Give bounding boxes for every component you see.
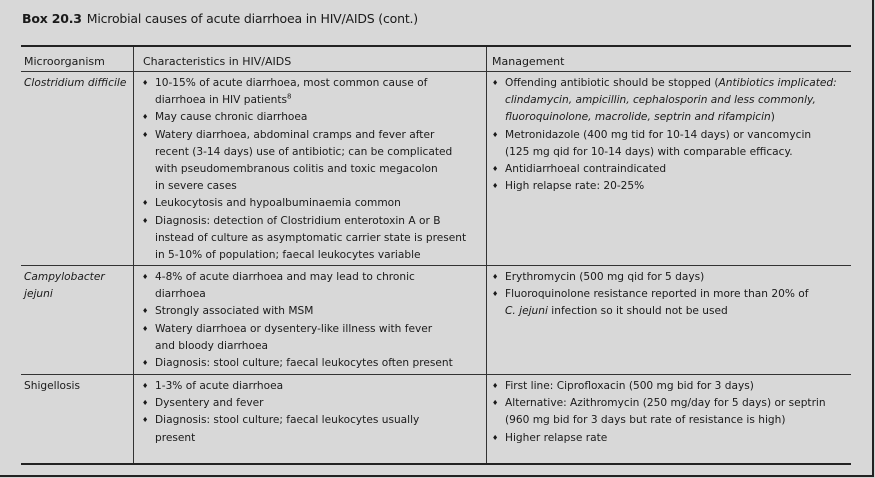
- list-item: ♦ Offending antibiotic should be stopped (Antibiotics implicated: clindamycin, ampicillin, cephalosporin and less commonly, fluoroquinolone, macrolide, septrin and rifampicin): [491, 75, 851, 127]
- box-title-text: Microbial causes of acute diarrhoea in HIV/AIDS (cont.): [86, 11, 418, 26]
- characteristics-campylobacter: [141, 269, 481, 372]
- management-shigellosis: [491, 378, 851, 447]
- list-item: ♦ 10-15% of acute diarrhoea, most common cause of diarrhoea in HIV patients$^8$: [141, 75, 481, 109]
- list-item: ♦ First line: Ciprofloxacin (500 mg bid for 3 days): [491, 378, 851, 395]
- organism-name: Clostridium difficile: [24, 77, 127, 89]
- organism-name: Shigellosis: [24, 380, 80, 392]
- list-item: ♦ 1-3% of acute diarrhoea: [141, 378, 481, 395]
- list-item: ♦ Diagnosis: stool culture; faecal leukocytes usually present: [141, 412, 481, 446]
- list-item: ♦ High relapse rate: 20-25%: [491, 178, 851, 195]
- header-management: Management: [492, 55, 565, 68]
- list-item: ♦ 4-8% of acute diarrhoea and may lead to chronic diarrhoea: [141, 269, 481, 303]
- list-item: ♦ Fluoroquinolone resistance reported in more than 20% of C. jejuni infection so it should not be used: [491, 286, 851, 320]
- header-microorganism: Microorganism: [24, 55, 105, 68]
- footnote-ref: 8: [287, 92, 292, 101]
- organism-clostridium: [24, 75, 126, 92]
- header-characteristics: Characteristics in HIV/AIDS: [143, 55, 292, 68]
- list-item: ♦ Higher relapse rate: [491, 430, 851, 447]
- header-divider: [21, 71, 851, 72]
- organism-name: Campylobacter: [24, 271, 105, 283]
- organism-campylobacter: [24, 269, 105, 303]
- list-item: ♦ Alternative: Azithromycin (250 mg/day for 5 days) or septrin (960 mg bid for 3 days but rate of resistance is high): [491, 395, 851, 429]
- list-item: ♦ Strongly associated with MSM: [141, 303, 481, 320]
- list-item: ♦ Diagnosis: detection of Clostridium enterotoxin A or B instead of culture as asymptomatic carrier state is present in 5-10% of population; faecal leukocytes variable: [141, 213, 481, 265]
- list-item: ♦ Diagnosis: stool culture; faecal leukocytes often present: [141, 355, 481, 372]
- list-item: ♦ Watery diarrhoea or dysentery-like illness with fever and bloody diarrhoea: [141, 321, 481, 355]
- list-item: ♦ May cause chronic diarrhoea: [141, 109, 481, 126]
- list-item: ♦ Erythromycin (500 mg qid for 5 days): [491, 269, 851, 286]
- column-divider: [133, 47, 134, 463]
- table-bottom-rule: [21, 463, 851, 465]
- box-number: Box 20.3: [22, 11, 82, 26]
- list-item: ♦ Dysentery and fever: [141, 395, 481, 412]
- column-divider: [486, 47, 487, 463]
- management-campylobacter: [491, 269, 851, 321]
- characteristics-shigellosis: [141, 378, 481, 447]
- management-clostridium: [491, 75, 851, 195]
- list-item: ♦ Watery diarrhoea, abdominal cramps and fever after recent (3-14 days) use of antibiotic; can be complicated with pseudomembranous colitis and toxic megacolon in severe cases: [141, 127, 481, 196]
- organism-name: jejuni: [24, 288, 53, 300]
- row-divider: [21, 265, 851, 266]
- list-item: ♦ Antidiarrhoeal contraindicated: [491, 161, 851, 178]
- organism-shigellosis: [24, 378, 80, 395]
- row-divider: [21, 374, 851, 375]
- characteristics-clostridium: [141, 75, 481, 264]
- table-top-rule: [21, 45, 851, 47]
- box-title: [22, 11, 418, 26]
- list-item: ♦ Leukocytosis and hypoalbuminaemia common: [141, 195, 481, 212]
- list-item: ♦ Metronidazole (400 mg tid for 10-14 days) or vancomycin (125 mg qid for 10-14 days) with comparable efficacy.: [491, 127, 851, 161]
